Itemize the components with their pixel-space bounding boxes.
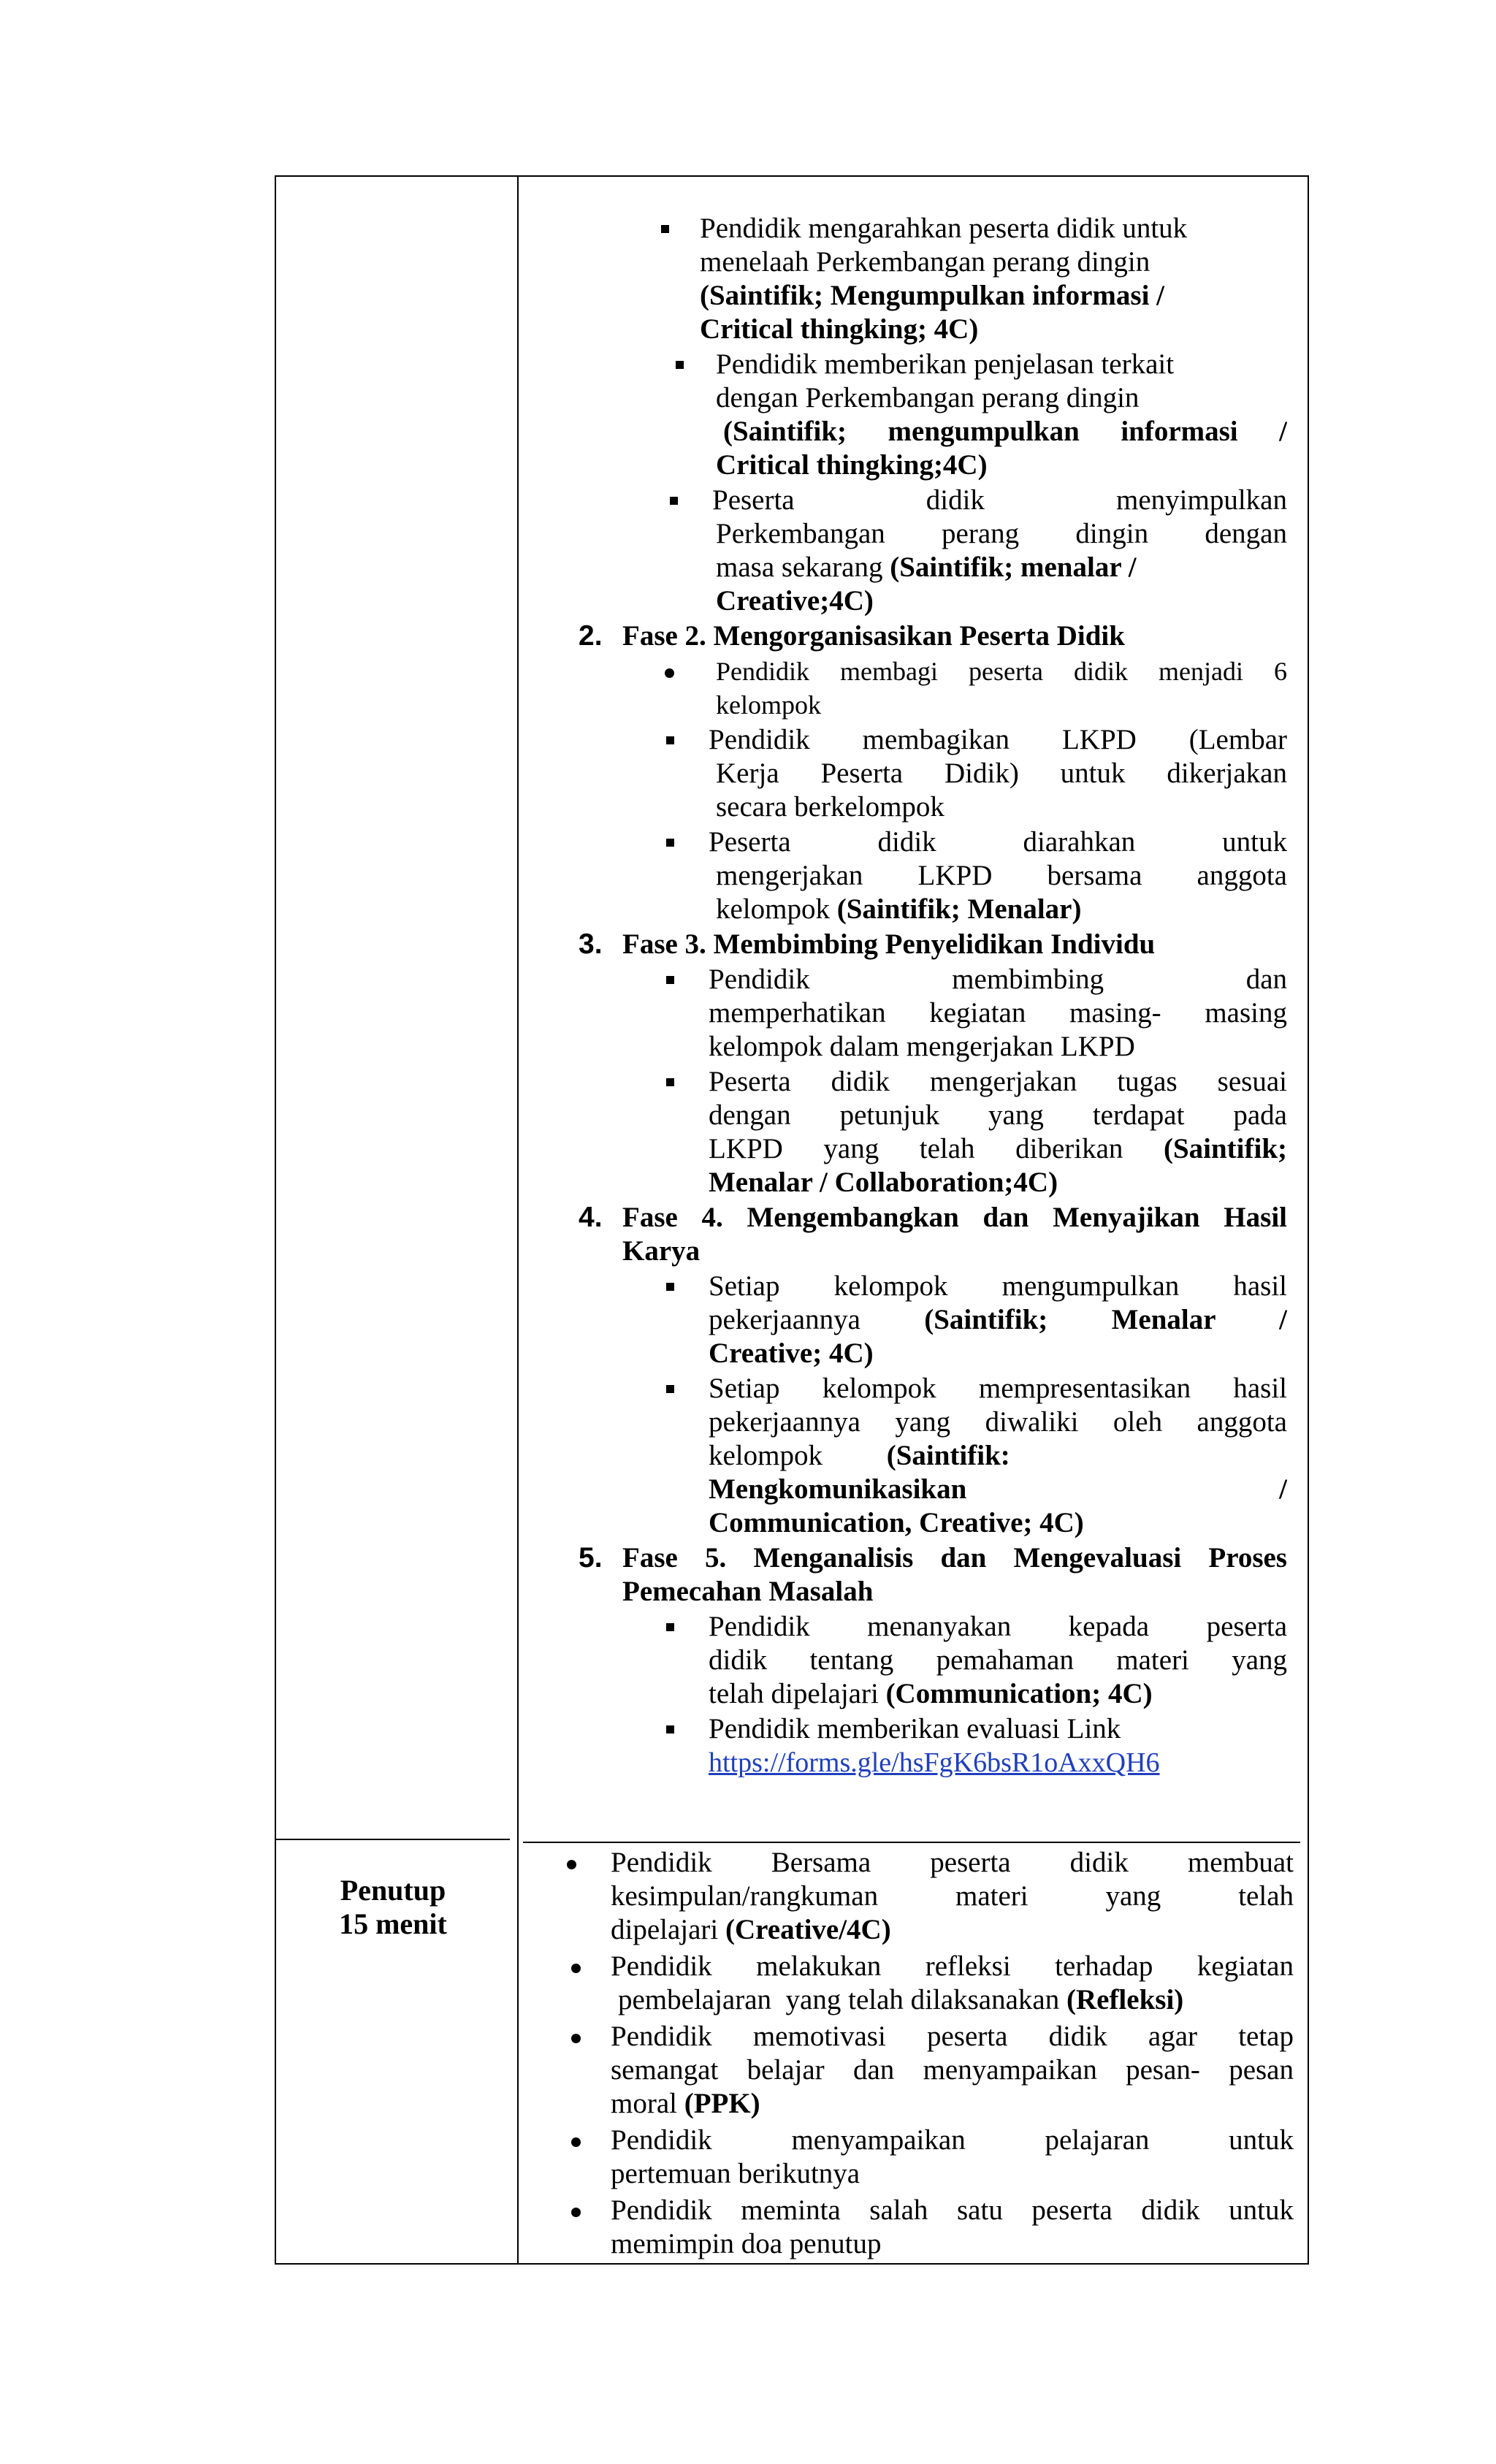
text-line: secara berkelompok [716, 791, 944, 823]
text-line: Pendidik mengarahkan peserta didik untuk [700, 213, 1188, 244]
text-line: Critical thingking; 4C) [700, 313, 979, 345]
text-line: Setiap kelompok mengumpulkan hasil [709, 1270, 1287, 1302]
evaluation-form-link[interactable]: https://forms.gle/hsFgK6bsR1oAxxQH6 [709, 1747, 1160, 1778]
round-bullet-icon [665, 668, 674, 678]
square-bullet-icon [676, 361, 684, 369]
square-bullet-icon [666, 736, 674, 744]
text-line: mengerjakan LKPD bersama anggota [716, 860, 1287, 891]
phase-title: Pemecahan Masalah [622, 1576, 874, 1607]
text-line: Pendidik Bersama peserta didik membuat [611, 1847, 1294, 1878]
text-line: Critical thingking;4C) [716, 449, 988, 481]
phase-title: Fase 4. Mengembangkan dan Menyajikan Hasil [622, 1202, 1287, 1233]
text-line: dipelajari (Creative/4C) [611, 1914, 891, 1945]
text-line: kelompok dalam mengerjakan LKPD [709, 1031, 1135, 1062]
text-line: Creative;4C) [716, 585, 874, 617]
list-number: 3. [579, 928, 603, 960]
text-line: (Saintifik; Mengumpulkan informasi / [700, 280, 1165, 311]
text-line: Pendidik melakukan refleksi terhadap kegiatan [611, 1950, 1294, 1982]
row-divider-right [523, 1842, 1300, 1843]
round-bullet-icon [571, 2137, 581, 2147]
text-line: telah dipelajari (Communication; 4C) [709, 1678, 1153, 1709]
round-bullet-icon [567, 1860, 576, 1869]
round-bullet-icon [571, 2208, 581, 2217]
square-bullet-icon [666, 1725, 674, 1733]
phase-title: Fase 3. Membimbing Penyelidikan Individu [622, 928, 1156, 960]
square-bullet-icon [666, 1078, 674, 1086]
square-bullet-icon [661, 225, 669, 233]
phase-title: Fase 2. Mengorganisasikan Peserta Didik [622, 620, 1125, 652]
text-line: Peserta didik mengerjakan tugas sesuai [709, 1066, 1287, 1097]
round-bullet-icon [571, 2034, 581, 2043]
text-line: Pendidik menyampaikan pelajaran untuk [611, 2124, 1294, 2156]
row-divider-left [275, 1839, 510, 1840]
square-bullet-icon [670, 497, 678, 505]
text-line: Pendidik memotivasi peserta didik agar tetap [611, 2021, 1294, 2052]
text-line: Pendidik membimbing dan [709, 964, 1287, 995]
text-line: Pendidik meminta salah satu peserta didik untuk [611, 2194, 1294, 2226]
text-line: Kerja Peserta Didik) untuk dikerjakan [716, 758, 1287, 789]
text-line: masa sekarang (Saintifik; menalar / [716, 552, 1137, 583]
text-line: LKPD yang telah diberikan (Saintifik; [709, 1133, 1287, 1164]
square-bullet-icon [666, 1385, 674, 1393]
text-line: Peserta didik diarahkan untuk [709, 826, 1287, 858]
phase-title: Karya [622, 1235, 701, 1267]
square-bullet-icon [666, 1623, 674, 1631]
text-line: Setiap kelompok mempresentasikan hasil [709, 1373, 1287, 1404]
text-line: pekerjaannya yang diwaliki oleh anggota [709, 1406, 1287, 1438]
text-line: semangat belajar dan menyampaikan pesan- pesan [611, 2054, 1294, 2086]
phase-title: Fase 5. Menganalisis dan Mengevaluasi Proses [622, 1542, 1287, 1574]
text-line: Perkembangan perang dingin dengan [716, 518, 1287, 549]
list-number: 4. [579, 1202, 603, 1233]
text-line: Menalar / Collaboration;4C) [709, 1167, 1058, 1198]
section-label: Penutup [340, 1874, 446, 1907]
text-line: didik tentang pemahaman materi yang [709, 1644, 1287, 1676]
text-line: Pendidik memberikan evaluasi Link [709, 1713, 1121, 1744]
text-line: Mengkomunikasikan / [709, 1473, 1287, 1505]
text-line: dengan petunjuk yang terdapat pada [709, 1099, 1287, 1131]
text-line: kelompok [716, 690, 821, 720]
text-line: Creative; 4C) [709, 1338, 874, 1369]
text-line: Communication, Creative; 4C) [709, 1507, 1084, 1538]
text-line: dengan Perkembangan perang dingin [716, 382, 1140, 413]
text-line: Pendidik menanyakan kepada peserta [709, 1611, 1287, 1642]
text-line: Peserta didik menyimpulkan [712, 484, 1287, 516]
square-bullet-icon [666, 839, 674, 847]
evaluation-link-line [709, 1746, 1160, 1780]
column-divider [517, 175, 519, 2265]
text-line: Pendidik memberikan penjelasan terkait [716, 348, 1175, 380]
text-line: pertemuan berikutnya [611, 2158, 860, 2189]
round-bullet-icon [571, 1964, 581, 1973]
text-line: (Saintifik; mengumpulkan informasi / [723, 416, 1287, 447]
text-line: Pendidik membagi peserta didik menjadi 6 [716, 657, 1287, 686]
text-line: kelompok (Saintifik: [709, 1440, 1010, 1471]
text-line: memimpin doa penutup [611, 2228, 882, 2259]
text-line: pekerjaannya (Saintifik; Menalar / [709, 1304, 1287, 1335]
section-duration: 15 menit [339, 1907, 447, 1940]
square-bullet-icon [666, 1283, 674, 1291]
text-line: menelaah Perkembangan perang dingin [700, 246, 1150, 278]
square-bullet-icon [666, 976, 674, 984]
text-line: kesimpulan/rangkuman materi yang telah [611, 1880, 1294, 1912]
text-line: kelompok (Saintifik; Menalar) [716, 893, 1082, 925]
text-line: pembelajaran yang telah dilaksanakan (Refleksi) [618, 1984, 1184, 2015]
list-number: 2. [579, 620, 603, 652]
text-line: moral (PPK) [611, 2088, 760, 2119]
list-number: 5. [579, 1542, 603, 1574]
text-line: memperhatikan kegiatan masing- masing [709, 997, 1287, 1029]
text-line: Pendidik membagikan LKPD (Lembar [709, 724, 1287, 755]
